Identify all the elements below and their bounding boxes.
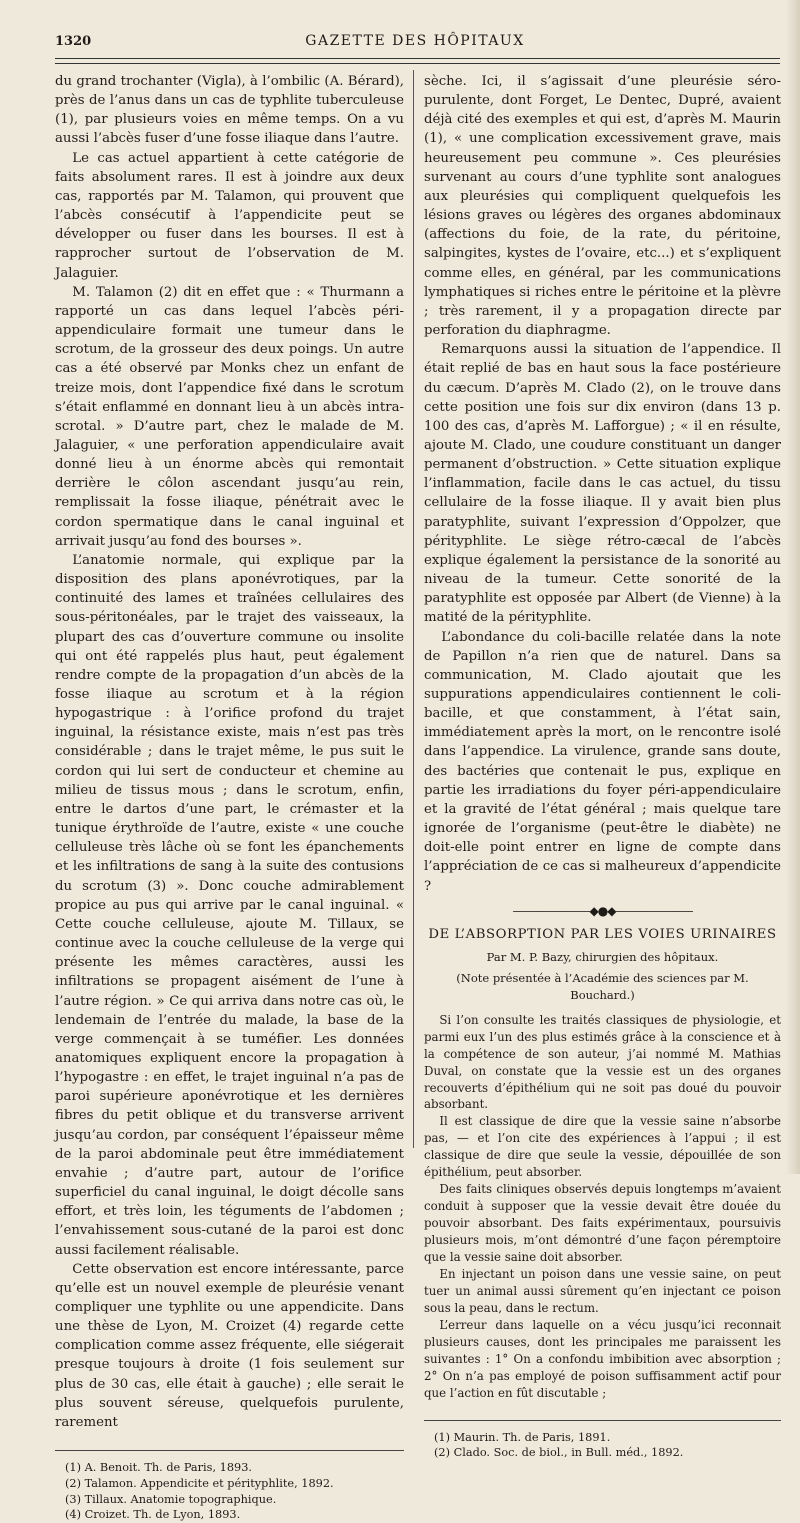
- article-note: (Note présentée à l’Académie des sciences par M. Bouchard.): [456, 970, 749, 1002]
- paragraph: M. Talamon (2) dit en effet que : « Thurmann a rapporté un cas dans lequel l’abcès péri-appendiculaire formait une tumeur dans le scrotum, de la grosseur des deux poings. Un autre cas a été observé par Monks chez un enfant de treize mois, dont l’appendice fixé dans le scrotum s’était enflammé en donnant lieu à un abcès intra-scrotal. » D’autre part, chez le malade de M. Jalaguier, « une perforation appendiculaire avait donné lieu à un énorme abcès qui remontait derrière le côlon ascendant jusqu’au rein, remplissait la fosse iliaque, pénétrait avec le cordon spermatique dans le canal inguinal et arrivait jusqu’au fond des bourses ».: [55, 284, 404, 549]
- paragraph: Des faits cliniques observés depuis longtemps m’avaient conduit à supposer que la vessie devait être douée du pouvoir absorbant. Des faits expérimentaux, poursuivis plusieurs mois, m’ont démontré d’une façon péremptoire que la vessie saine doit absorber.: [424, 1182, 781, 1265]
- paragraph: En injectant un poison dans une vessie saine, on peut tuer un animal aussi sûrement qu’en injectant ce poison sous la peau, dans le rectum.: [424, 1267, 781, 1315]
- footnote: (2) Clado. Soc. de biol., in Bull. méd., 1892.: [434, 1446, 684, 1460]
- footnote: (1) Maurin. Th. de Paris, 1891.: [434, 1430, 611, 1444]
- footnotes-right: [424, 1430, 781, 1462]
- footnote-rule: [424, 1420, 781, 1421]
- paragraph: Le cas actuel appartient à cette catégorie de faits absolument rares. Il est à joindre aux deux cas, rapportés par M. Talamon, qui prouvent que l’abcès consécutif à l’appendicite peut se développer ou fuser dans les bourses. Il est à rapprocher surtout de l’observation de M. Jalaguier.: [55, 150, 404, 281]
- left-column: [55, 72, 404, 1523]
- footnote: (1) A. Benoit. Th. de Paris, 1893.: [65, 1461, 252, 1475]
- section-ornament: ———————◆●◆———————: [512, 903, 693, 918]
- paragraph: Remarquons aussi la situation de l’appendice. Il était replié de bas en haut sous la face postérieure du cæcum. D’après M. Clado (2), on le trouve dans cette position une fois sur dix environ (dans 13 p. 100 des cas, d’après M. Lafforgue) ; « il en résulte, ajoute M. Clado, une coudure constituant un danger permanent d’obstruction. » Cette situation explique l’inflammation, facile dans le cas actuel, du tissu cellulaire de la fosse iliaque. Il y avait bien plus paratyphlite, suivant l’expression d’Oppolzer, que pérityphlite. Le siège rétro-cæcal de l’abcès explique également la persistance de la sonorité au niveau de la tumeur. Cette sonorité de la paratyphlite est opposée par Albert (de Vienne) à la matité de la pérityphlite.: [424, 342, 781, 626]
- footnote: (4) Croizet. Th. de Lyon, 1893.: [65, 1508, 241, 1522]
- paragraph: Il est classique de dire que la vessie saine n’absorbe pas, — et l’on cite des expériences à l’appui ; il est classique de dire que seule la vessie, dépouillée de son épithélium, peut absorber.: [424, 1114, 781, 1180]
- paragraph: sèche. Ici, il s’agissait d’une pleurésie séro-purulente, dont Forget, Le Dentec, Dupré, avaient déjà cité des exemples et qui est, d’après M. Maurin (1), « une complication excessivement grave, mais heureusement peu commune ». Ces pleurésies survenant au cours d’une typhlite sont analogues aux pleurésies qui compliquent quelquefois les lésions graves ou légères des organes abdominaux (affections du foie, de la rate, du péritoine, salpingites, kystes de l’ovaire, etc...) et s’expliquent comme elles, en général, par les communications lymphatiques si riches entre le péritoine et la plèvre ; très rarement, il y a propagation directe par perforation du diaphragme.: [424, 74, 781, 339]
- footnote: (3) Tillaux. Anatomie topographique.: [65, 1492, 277, 1506]
- footnote: (2) Talamon. Appendicite et pérityphlite, 1892.: [65, 1476, 334, 1490]
- article-author: Par M. P. Bazy, chirurgien des hôpitaux.: [486, 949, 719, 964]
- article-title: DE L’ABSORPTION PAR LES VOIES URINAIRES: [428, 926, 777, 942]
- header-rule: [55, 58, 780, 64]
- paragraph: Cette observation est encore intéressante, parce qu’elle est un nouvel exemple de pleurésie venant compliquer une typhlite ou une appendicite. Dans une thèse de Lyon, M. Croizet (4) regarde cette complication comme assez fréquente, elle siégerait presque toujours à droite (1 fois seulement sur plus de 30 cas, elle était à gauche) ; elle serait le plus souvent séreuse, quelquefois purulente, rarement: [55, 1261, 404, 1430]
- page-spine-shadow: [786, 0, 800, 1174]
- footnote-rule: [55, 1450, 404, 1451]
- paragraph: du grand trochanter (Vigla), à l’ombilic (A. Bérard), près de l’anus dans un cas de typhlite tuberculeuse (1), par plusieurs voies en même temps. On a vu aussi l’abcès fuser d’une fosse iliaque dans l’autre.: [55, 74, 404, 147]
- article-body: [424, 1012, 781, 1402]
- journal-title: GAZETTE DES HÔPITAUX: [305, 33, 525, 49]
- paragraph: L’erreur dans laquelle on a vécu jusqu’ici reconnait plusieurs causes, dont les principales me paraissent les suivantes : 1° On a confondu imbibition avec absorption ; 2° On n’a pas employé de poison suffisamment actif pour que l’action en fût discutable ;: [424, 1317, 781, 1400]
- page-number: 1320: [55, 34, 92, 49]
- paragraph: L’abondance du coli-bacille relatée dans la note de Papillon n’a rien que de naturel. Dans sa communication, M. Clado ajoutait que les suppurations appendiculaires contiennent le coli-bacille, et que constamment, à l’état sain, immédiatement après la mort, on le rencontre isolé dans l’appendice. La virulence, grande sans doute, des bactéries que contenait le pus, explique en partie les irradiations du foyer péri-appendiculaire et la gravité de l’état général ; mais quelque tare ignorée de l’organisme (peut-être le diabète) ne doit-elle point entrer en ligne de compte dans l’appréciation de ce cas si malheureux d’appendicite ?: [424, 629, 781, 894]
- footnotes-left: [55, 1460, 404, 1523]
- paragraph: Si l’on consulte les traités classiques de physiologie, et parmi eux l’un des plus estimés grâce à la conscience et à la compétence de son auteur, j’ai nommé M. Mathias Duval, on constate que la vessie est un des organes recouverts d’épithélium qui ne soit pas doué du pouvoir absorbant.: [424, 1012, 781, 1112]
- right-column: [424, 72, 781, 1461]
- paragraph: L’anatomie normale, qui explique par la disposition des plans aponévrotiques, par la continuité des lames et traînées cellulaires des sous-péritonéales, par le trajet des vaisseaux, la plupart des cas d’ouverture commune ou insolite qui ont été rappelés plus haut, peut également rendre compte de la propagation d’un abcès de la fosse iliaque au scrotum et à la région hypogastrique : à l’orifice profond du trajet inguinal, la résistance existe, mais n’est pas très considérable ; dans le trajet même, le pus suit le cordon qui lui sert de conducteur et chemine au milieu de tissus mous ; dans le scrotum, enfin, entre le dartos d’une part, le crémaster et la tunique érythroïde de l’autre, existe « une couche celluleuse très lâche où se font les épanchements et les infiltrations de sang à la suite des contusions du scrotum (3) ». Donc couche admirablement propice au pus qui arrive par le canal inguinal. « Cette couche celluleuse, ajoute M. Tillaux, se continue avec la couche celluleuse de la verge qui présente les mêmes caractères, aussi les infiltrations se propagent aisément de l’une à l’autre région. » Ce qui arriva dans notre cas où, le lendemain de l’entrée du malade, la base de la verge commençait à se tuméfier. Les données anatomiques expliquent encore la propagation à l’hypogastre : en effet, le trajet inguinal n’a pas de paroi supérieure aponévrotique et les dernières fibres du petit oblique et du transverse arrivent jusqu’au cordon, par conséquent l’épaisseur même de la paroi abdominale peut être immédiatement envahie ; d’autre part, autour de l’orifice superficiel du canal inguinal, le doigt décolle sans effort, et très loin, les téguments de l’abdomen ; l’envahissement sous-cutané de la paroi est donc aussi facilement réalisable.: [55, 552, 404, 1258]
- column-divider: [413, 70, 414, 1148]
- page-header: [55, 30, 775, 56]
